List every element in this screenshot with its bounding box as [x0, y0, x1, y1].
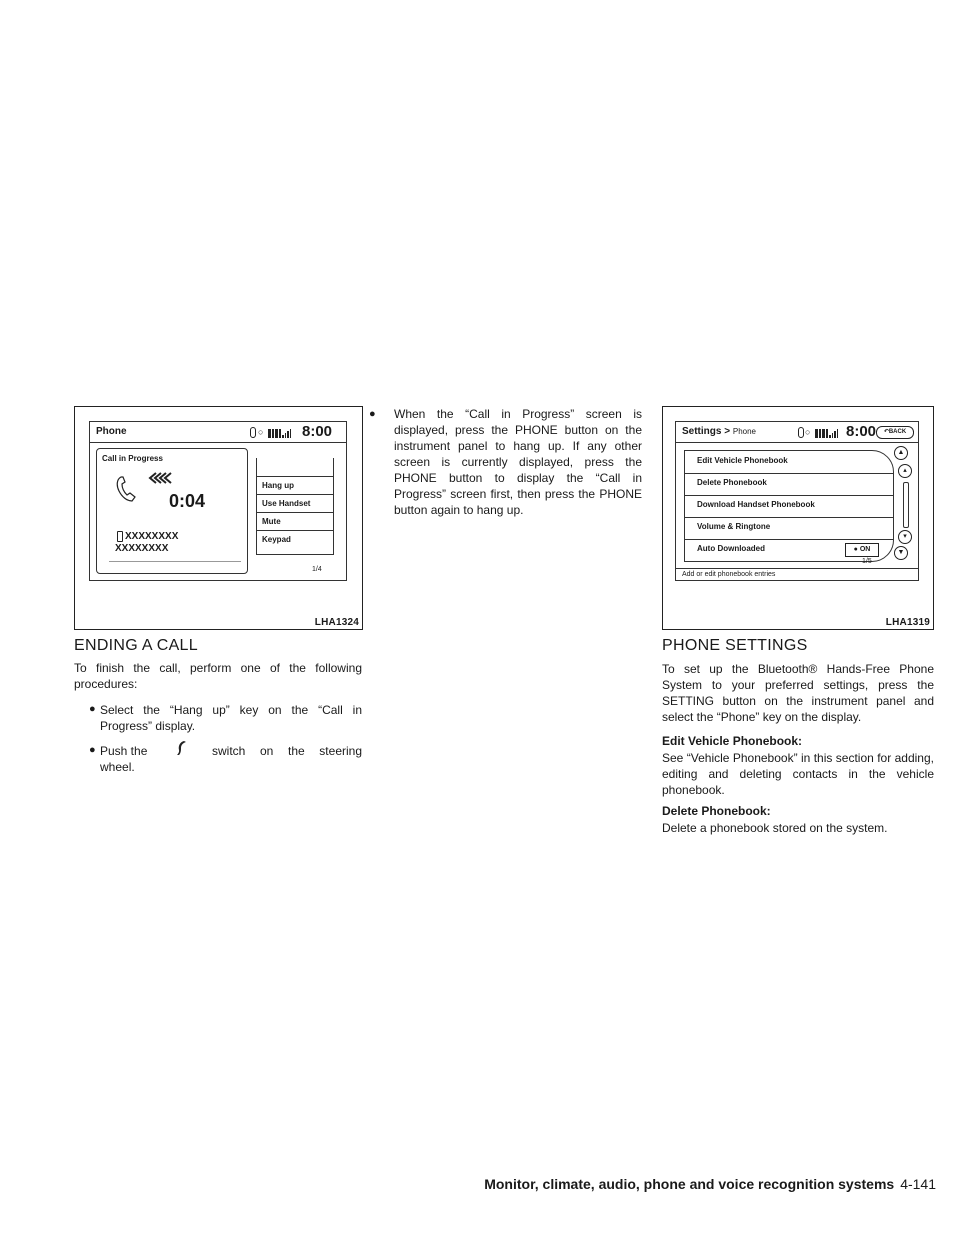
page-footer — [484, 1176, 936, 1192]
scroll-bottom-icon[interactable]: ▼ — [894, 546, 908, 560]
page-indicator: 1/4 — [312, 566, 322, 573]
phone-settings-intro: To set up the Bluetooth® Hands-Free Phone System to your preferred settings, press the SETTING button on the instrument panel and select the “Phone” key on the display. — [662, 662, 934, 724]
settings-menu — [684, 450, 894, 562]
status-bar: Add or edit phonebook entries — [676, 568, 918, 580]
phone-contact-icon — [117, 531, 123, 542]
phone-screen — [89, 421, 347, 581]
signal-strength-icon — [282, 427, 291, 438]
subheading-edit-vehicle-phonebook: Edit Vehicle Phonebook: — [662, 734, 803, 748]
scroll-up-icon[interactable]: ▴ — [898, 464, 912, 478]
clock-time: 8:00 — [846, 423, 877, 440]
call-in-progress-label: Call in Progress — [102, 454, 163, 463]
use-handset-button[interactable]: Use Handset — [257, 494, 333, 512]
bullet-marker: ● — [89, 744, 96, 756]
battery-bars-icon — [815, 427, 828, 438]
page-number: 4-141 — [900, 1176, 936, 1192]
volume-ringtone-button[interactable]: Volume & Ringtone — [685, 517, 893, 535]
call-panel — [96, 448, 248, 574]
bluetooth-icon — [250, 427, 256, 438]
scrollbar[interactable] — [903, 482, 909, 528]
figure-code: LHA1324 — [314, 617, 359, 628]
keypad-button[interactable]: Keypad — [257, 530, 333, 548]
figure-call-in-progress — [74, 406, 363, 630]
panel-divider — [109, 561, 241, 562]
auto-download-toggle[interactable]: ● ON — [845, 543, 879, 557]
back-button[interactable]: ↶BACK — [876, 426, 914, 439]
bullet-hang-up: Select the “Hang up” key on the “Call in Progress” display. — [100, 703, 362, 733]
screen-header — [90, 422, 346, 443]
page-indicator: 1/5 — [862, 558, 872, 565]
toggle-indicator-icon: ● — [853, 546, 858, 553]
hang-up-button[interactable]: Hang up — [257, 476, 333, 494]
screen-title: Settings > Phone — [682, 426, 756, 437]
delete-phonebook-button[interactable]: Delete Phonebook — [685, 473, 893, 491]
call-menu — [256, 458, 334, 555]
scroll-top-icon[interactable]: ▲ — [894, 446, 908, 460]
bullet-marker: ● — [369, 408, 376, 420]
back-arrow-icon: ↶ — [883, 429, 889, 435]
figure-phone-settings — [662, 406, 934, 630]
screen-title: Phone — [96, 426, 127, 437]
bullet-switch-steering: switch on the steering wheel. — [100, 744, 362, 774]
download-handset-phonebook-button[interactable]: Download Handset Phonebook — [685, 495, 893, 513]
signal-waves-icon — [145, 471, 175, 485]
edit-vehicle-phonebook-text: See “Vehicle Phonebook” in this section for adding, editing and deleting contacts in the vehicle phonebook. — [662, 751, 934, 797]
clock-time: 8:00 — [302, 423, 333, 440]
contact-name: XXXXXXXX — [125, 531, 179, 542]
scroll-down-icon[interactable]: ▾ — [898, 530, 912, 544]
mute-button[interactable]: Mute — [257, 512, 333, 530]
call-timer: 0:04 — [169, 491, 206, 511]
handset-icon — [115, 475, 137, 503]
auto-downloaded-button[interactable]: Auto Downloaded ● ON — [685, 539, 893, 557]
heading-phone-settings: PHONE SETTINGS — [662, 637, 808, 654]
edit-vehicle-phonebook-button[interactable]: Edit Vehicle Phonebook — [697, 456, 788, 465]
screen-header — [676, 422, 918, 443]
bullet-push-the: Push the — [100, 744, 148, 758]
battery-bars-icon — [268, 427, 281, 438]
figure-code: LHA1319 — [885, 617, 930, 628]
bluetooth-icon — [798, 427, 804, 438]
heading-ending-a-call: ENDING A CALL — [74, 637, 198, 654]
delete-phonebook-text: Delete a phonebook stored on the system. — [662, 821, 888, 835]
battery-icon: ○ — [258, 427, 264, 437]
bullet-marker: ● — [89, 703, 96, 715]
middle-bullet-text: When the “Call in Progress” screen is displayed, press the PHONE button on the instrument panel to hang up. If any other screen is currently displayed, press the PHONE button to display the “Call in Progress” screen first, then press the PHONE button again to hang up. — [394, 407, 642, 517]
ending-call-intro: To finish the call, perform one of the following procedures: — [74, 661, 362, 691]
contact-number: XXXXXXXX — [115, 543, 169, 554]
footer-section-title: Monitor, climate, audio, phone and voice recognition systems — [484, 1176, 895, 1192]
settings-screen — [675, 421, 919, 581]
subheading-delete-phonebook: Delete Phonebook: — [662, 804, 771, 818]
signal-strength-icon — [829, 427, 838, 438]
battery-icon: ○ — [805, 427, 811, 437]
